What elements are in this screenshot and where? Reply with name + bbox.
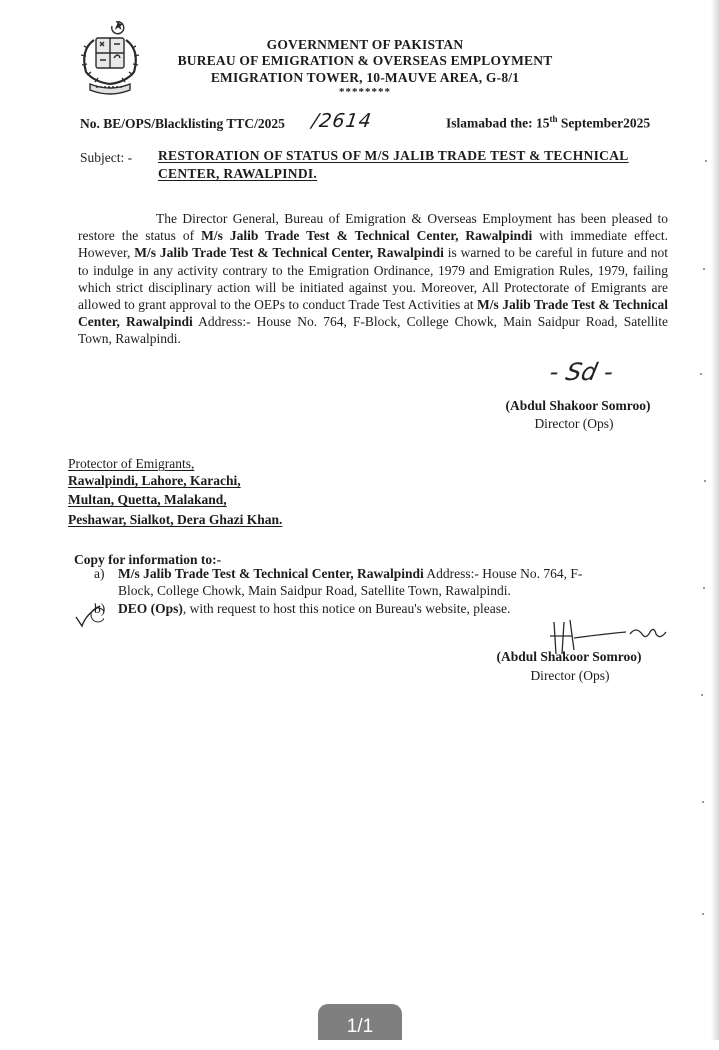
scan-speck xyxy=(704,480,706,482)
place-date-suffix: September2025 xyxy=(557,115,651,131)
scan-speck xyxy=(701,694,703,696)
reference-number-handwritten: /2614 xyxy=(310,110,374,132)
signatory-name-1: (Abdul Shakoor Somroo) xyxy=(505,398,651,413)
header-government-line: GOVERNMENT OF PAKISTAN xyxy=(266,37,464,52)
body-company-3: M/s Jalib Trade Test & Technical Center, Rawalpindi xyxy=(78,297,669,330)
addressee-line-3: Multan, Quetta, Malakand, xyxy=(68,492,227,507)
copy-item-a xyxy=(118,566,668,583)
place-date-ordinal: th xyxy=(549,114,558,124)
copy-item-b-text: , with request to host this notice on Bureau's website, please. xyxy=(182,601,511,616)
scan-speck xyxy=(702,801,704,803)
copy-item-b-marker: b) xyxy=(94,601,106,616)
body-text-1: The Director General, Bureau of Emigration & Overseas Employment has been pleased to restore the status of xyxy=(78,211,668,244)
body-text-4: Address:- House No. 764, F-Block, College Chowk, Main Saidpur Road, Satellite Town, Rawalpindi. xyxy=(78,314,669,347)
scan-speck xyxy=(702,913,704,915)
place-date xyxy=(446,114,650,132)
signatory-designation-1: Director (Ops) xyxy=(534,416,614,431)
copy-item-b-recipient: DEO (Ops) xyxy=(118,601,183,616)
header-bureau-line: BUREAU OF EMIGRATION & OVERSEAS EMPLOYMENT xyxy=(177,53,553,68)
signatory-name-2: (Abdul Shakoor Somroo) xyxy=(496,649,642,664)
signatory-designation-2: Director (Ops) xyxy=(530,668,610,683)
place-date-prefix: Islamabad the: 15 xyxy=(446,115,550,131)
addressee-line-1: Protector of Emigrants, xyxy=(68,456,195,471)
body-text-3: is warned to be careful in future and not to indulge in any activity contrary to the Emigration Ordinance, 1979 and Emigration Rules, 1979, failing which strict disciplinary action will be initiated against you. Moreover, All Protectorate of Emigrants are allowed to grant approval to the OEPs to conduct Trade Test Activities at xyxy=(78,245,669,313)
header-address-line: EMIGRATION TOWER, 10-MAUVE AREA, G-8/1 xyxy=(210,70,520,85)
scan-speck xyxy=(705,160,707,162)
subject-label: Subject: - xyxy=(80,150,133,165)
page-indicator: 1/1 xyxy=(318,1004,402,1040)
copy-heading: Copy for information to:- xyxy=(74,552,222,567)
scan-speck xyxy=(700,373,702,375)
copy-item-a-address-1: Address:- House No. 764, F- xyxy=(423,566,583,581)
addressee-line-4: Peshawar, Sialkot, Dera Ghazi Khan. xyxy=(68,512,283,527)
handwritten-sd-signature: - Sd - xyxy=(547,358,617,386)
copy-item-a-marker: a) xyxy=(94,566,105,581)
scan-speck xyxy=(703,268,705,270)
copy-item-a-address-2: Block, College Chowk, Main Saidpur Road, Satellite Town, Rawalpindi. xyxy=(118,583,511,598)
header-separator: ******** xyxy=(339,86,391,98)
subject-line-1: RESTORATION OF STATUS OF M/S JALIB TRADE TEST & TECHNICAL xyxy=(158,148,629,163)
body-company-1: M/s Jalib Trade Test & Technical Center, Rawalpindi xyxy=(201,228,533,244)
copy-item-b xyxy=(118,601,668,618)
reference-label: No. BE/OPS/Blacklisting TTC/2025 xyxy=(80,116,285,131)
state-emblem-logo xyxy=(68,18,152,98)
page-edge-shadow xyxy=(711,0,719,1040)
body-company-2: M/s Jalib Trade Test & Technical Center, Rawalpindi xyxy=(134,245,444,261)
body-paragraph xyxy=(78,210,668,348)
scan-speck xyxy=(703,587,705,589)
copy-item-a-company: M/s Jalib Trade Test & Technical Center, Rawalpindi xyxy=(118,566,424,581)
body-text-2: with immediate effect. However, xyxy=(78,228,668,261)
subject-line-2: CENTER, RAWALPINDI. xyxy=(158,166,318,181)
addressee-line-2: Rawalpindi, Lahore, Karachi, xyxy=(68,473,241,488)
